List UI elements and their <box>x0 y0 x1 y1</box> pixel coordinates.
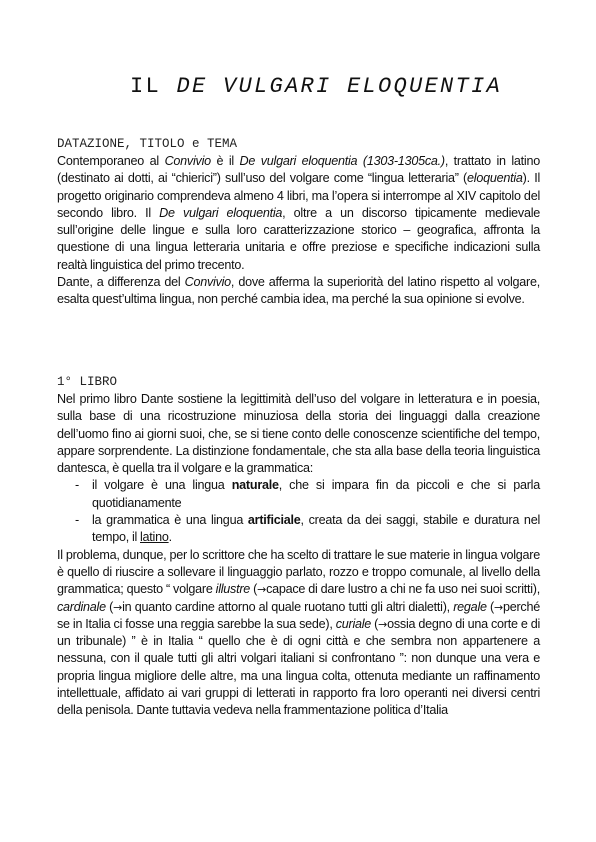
text-run: , che si impara fin da piccoli e che si parla quotidianamente <box>92 478 540 510</box>
text-run: ). Il progetto originario comprendeva almeno 4 libri, ma l’opera si interrompe al XIV capitolo del secondo libro. Il <box>57 171 540 220</box>
text-run: è il <box>210 154 240 168</box>
arrow-icon: → <box>378 617 388 631</box>
text-run-bold: artificiale <box>247 513 301 528</box>
text-run: , creata da dei saggi, stabile e duratura nel tempo, il <box>92 513 540 545</box>
text-run: . <box>168 530 172 545</box>
text-run-italic: illustre <box>215 582 251 597</box>
list-dash: - <box>75 478 79 493</box>
text-run: , dove afferma la superiorità del latino rispetto al volgare, esalta quest’ultima lingua, non perché cambia idea, ma perché la sua opinione si evolve. <box>57 275 541 307</box>
text-run: ossia degno di una corte e di un tribunale) ” è in Italia “ quello che è di ogni città e che sembra non appartenere a nessuna, con il quale tutti gli altri volgari italiani si confrontano ”: non dunque una vera e propria lingua migliore delle altre, ma una lingua colta, ottenuta mediante un raffinamento intellettuale, affidato ai vari gruppi di letterati in rapporto fra loro operanti nei diversi centri della penisola. Dante tuttavia vedeva nella frammentazione politica d’Italia <box>57 616 541 718</box>
text-run: in quanto cardine attorno al quale ruotano tutti gli altri dialetti), <box>122 599 454 614</box>
text-run-italic: eloquentia <box>467 171 523 186</box>
section-body-datazione <box>57 153 540 309</box>
distinction-list <box>57 477 540 546</box>
text-run: Dante, a differenza del <box>57 275 185 290</box>
text-run: Contemporaneo al <box>57 154 165 168</box>
title-prefix: IL <box>130 74 177 99</box>
section-body-primo-libro <box>57 391 540 720</box>
arrow-icon: → <box>494 600 503 614</box>
list-item <box>57 512 540 547</box>
text-run-italic: Convivio <box>164 154 211 168</box>
list-dash: - <box>75 513 79 528</box>
text-run: ( <box>105 599 114 614</box>
document-title <box>130 74 550 99</box>
arrow-icon: → <box>113 600 123 614</box>
text-run: , trattato in latino (destinato ai dotti, ai “chierici”) sull’uso del volgare come “lingua letteraria” ( <box>57 154 540 186</box>
paragraph <box>57 153 540 274</box>
text-run-underlined: latino <box>140 530 169 545</box>
text-run: ( <box>250 582 258 597</box>
arrow-icon: → <box>257 583 267 597</box>
text-run: capace di dare lustro a chi ne fa uso nei suoi scritti), <box>266 582 540 597</box>
text-run: perché se in Italia ci fosse una reggia sarebbe la sua sede), <box>57 599 540 631</box>
text-run: ( <box>371 616 379 631</box>
text-run-italic: Convivio <box>184 275 231 290</box>
paragraph <box>57 274 540 309</box>
text-run-bold: naturale <box>231 478 279 493</box>
list-item <box>57 477 540 512</box>
section-heading-datazione: DATAZIONE, TITOLO e TEMA <box>57 137 238 151</box>
text-run: il volgare è una lingua <box>92 478 232 493</box>
title-work-name: DE VULGARI ELOQUENTIA <box>176 74 503 99</box>
text-run-italic: cardinale <box>57 599 106 614</box>
text-run: Il problema, dunque, per lo scrittore che ha scelto di trattare le sue materie in lingua volgare è quello di riuscire a sollevare il linguaggio parlato, rozzo e troppo comunale, al livello della grammatica; questo “ volgare <box>57 547 540 597</box>
paragraph <box>57 547 540 720</box>
paragraph: Nel primo libro Dante sostiene la legittimità dell’uso del volgare in letteratura e in poesia, sulla base di una ricostruzione minuziosa della storia dei linguaggi dalla creazione dell’uomo fino ai giorni suoi, che, se si tiene conto delle conoscenze scientifiche del tempo, appare sorprendente. La distinzione fondamentale, che sta alla base della teoria linguistica dantesca, è quella tra il volgare e la grammatica: <box>57 392 540 476</box>
text-run: la grammatica è una lingua <box>92 513 248 528</box>
section-heading-primo-libro: 1° LIBRO <box>57 375 118 389</box>
text-run-italic: curiale <box>335 616 372 631</box>
text-run-italic: De vulgari eloquentia (1303-1305ca.) <box>239 154 445 168</box>
text-run-italic: regale <box>453 599 487 614</box>
text-run-italic: De vulgari eloquentia <box>159 205 283 220</box>
text-run: ( <box>486 599 495 614</box>
text-run: , oltre a un discorso tipicamente medievale sull’origine delle lingue e sulla loro caratterizzazione storico – geografica, affronta la questione di una lingua letteraria unitaria e offre preziose e specifiche indicazioni sulla realtà linguistica del primo trecento. <box>57 205 540 272</box>
